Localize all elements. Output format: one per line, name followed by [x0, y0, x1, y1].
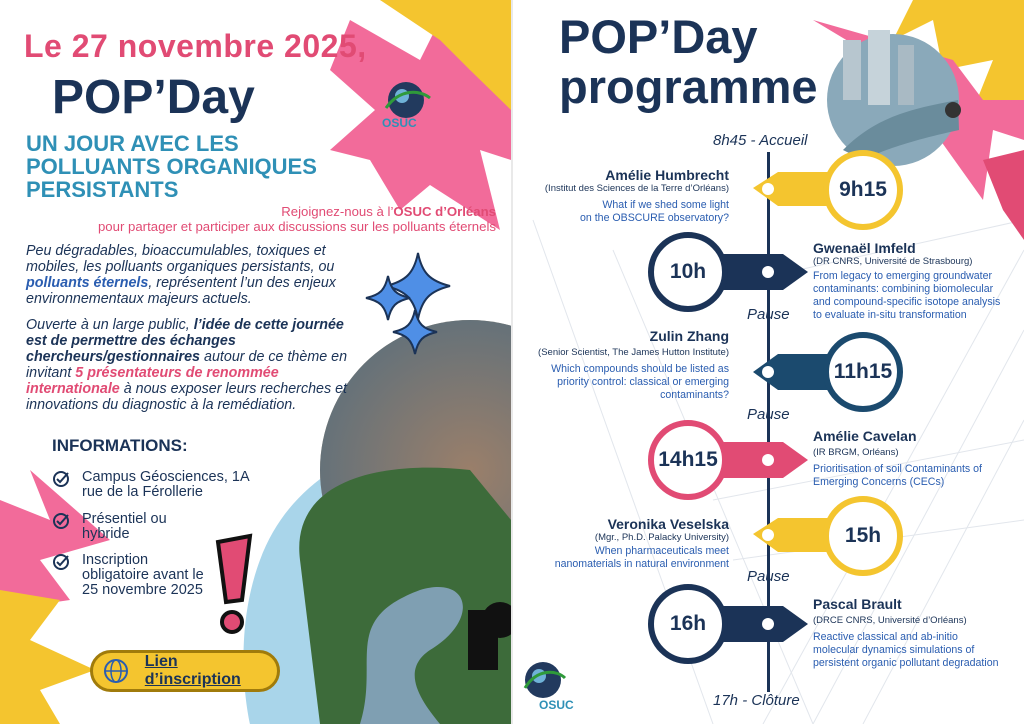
check-circle-icon [52, 553, 72, 573]
osuc-logo [380, 78, 436, 134]
program-title-line: POP’Day [559, 10, 758, 63]
talk-title-line: priority control: classical or emerging [557, 376, 729, 388]
purpose-paragraph [26, 317, 366, 413]
info-item-text: Présentiel ou hybride [82, 511, 167, 542]
talk-title [813, 631, 1023, 670]
para2-highlight: 5 présentateurs de renommée internationale [26, 365, 279, 397]
invite-line2: pour partager et participer aux discussions sur les polluants éternels [97, 219, 496, 234]
speaker-affiliation: (DRCE CNRS, Université d’Orléans) [813, 615, 967, 626]
speaker-name: Pascal Brault [813, 596, 902, 612]
session-speaker-block [813, 596, 1023, 670]
talk-title-line: molecular dynamics simulations of [813, 644, 975, 656]
speaker-affiliation: (Institut des Sciences de la Terre d’Orléans) [544, 183, 729, 194]
session-speaker-block [523, 167, 729, 225]
program-title-line: programme [559, 60, 818, 113]
program-title [559, 12, 818, 112]
invite-venue: OSUC d’Orléans [393, 204, 496, 219]
talk-title-line: Which compounds should be listed as [551, 363, 729, 375]
session-time: 11h15 [833, 360, 893, 383]
invite-prefix: Rejoignez-nous à l’ [281, 204, 394, 219]
para1-highlight: polluants éternels [26, 275, 149, 291]
check-circle-icon [52, 512, 72, 532]
talk-title-line: nanomaterials in natural environment [554, 558, 729, 570]
pause-label: Pause [747, 568, 790, 585]
subtitle-line: UN JOUR AVEC LES [26, 131, 239, 156]
talk-title-line: contaminants? [660, 389, 729, 401]
event-date: Le 27 novembre 2025, [24, 28, 367, 64]
session-time: 15h [844, 524, 882, 547]
info-item-text: Inscription obligatoire avant le 25 novembre 2025 [82, 552, 204, 598]
talk-title-line: From legacy to emerging groundwater [813, 270, 993, 282]
osuc-logo-text: OSUC [539, 698, 574, 712]
session-speaker-block [813, 240, 1023, 322]
talk-title [813, 463, 1023, 489]
check-circle-icon [52, 470, 72, 490]
exclamation-icon [208, 532, 258, 642]
talk-title [523, 199, 729, 225]
registration-link-label[interactable]: Lien d’inscription [144, 653, 241, 688]
speaker-affiliation: (Senior Scientist, The James Hutton Institute) [538, 347, 729, 358]
globe-icon [103, 658, 129, 684]
para2-strong: l’idée de cette journée est de permettre des échanges chercheurs/gestionnaires [26, 317, 344, 365]
event-title: POP’Day [52, 71, 255, 124]
invitation-text [10, 204, 496, 234]
talk-title-line: persistent organic pollutant degradation [813, 657, 999, 669]
session-time: 14h15 [658, 448, 718, 471]
talk-title-line: Prioritisation of soil Contaminants of [813, 463, 982, 475]
session-time: 9h15 [839, 178, 887, 201]
subtitle-line: POLLUANTS ORGANIQUES [26, 154, 317, 179]
talk-title-line: and compound-specific isotope analysis [813, 296, 1001, 308]
talk-title-line: Emerging Concerns (CECs) [813, 476, 945, 488]
session-speaker-block [813, 428, 1023, 489]
speaker-affiliation: (Mgr., Ph.D. Palacky University) [594, 532, 729, 543]
speaker-name: Amélie Cavelan [813, 428, 917, 444]
speaker-name: Zulin Zhang [649, 328, 729, 344]
pause-label: Pause [747, 406, 790, 423]
speaker-name: Amélie Humbrecht [605, 167, 729, 183]
talk-title-line: When pharmaceuticals meet [594, 545, 729, 557]
session-time: 16h [669, 612, 707, 635]
info-title: INFORMATIONS: [52, 436, 188, 455]
intro-paragraph [26, 243, 366, 307]
session-speaker-block [523, 516, 729, 571]
para2-text: Ouverte à un large public, [26, 317, 194, 333]
speaker-name: Veronika Veselska [607, 516, 729, 532]
registration-link-button[interactable] [90, 650, 280, 692]
osuc-logo-text: OSUC [382, 116, 417, 130]
talk-title [523, 545, 729, 571]
talk-title-line: on the OBSCURE observatory? [580, 212, 729, 224]
talk-title-line: What if we shed some light [602, 199, 729, 211]
speaker-affiliation: (DR CNRS, Université de Strasbourg) [813, 256, 973, 267]
info-item-text: Campus Géosciences, 1A rue de la Férollerie [82, 469, 249, 500]
para1-text-end: , représentent l’un des enjeux environnementaux majeurs actuels. [26, 275, 336, 307]
session-time: 10h [669, 260, 707, 283]
para2-text-end: à nous exposer leurs recherches et innovations du diagnostic à la remédiation. [26, 381, 348, 413]
talk-title-line: contaminants: combining biomolecular [813, 283, 994, 295]
session-speaker-block [523, 328, 729, 402]
talk-title [813, 270, 1023, 322]
talk-title-line: to evaluate in-situ transformation [813, 309, 967, 321]
pause-label: Pause [747, 306, 790, 323]
para1-text: Peu dégradables, bioaccumulables, toxiques et mobiles, les polluants organiques persistants, ou [26, 243, 335, 275]
talk-title-line: Reactive classical and ab-initio [813, 631, 958, 643]
flyer-page-right [513, 0, 1024, 724]
event-subtitle [26, 132, 406, 201]
flyer-page-left [0, 0, 511, 724]
para2-text-mid: autour de ce thème en invitant [26, 349, 348, 381]
speaker-affiliation: (IR BRGM, Orléans) [813, 447, 899, 458]
timeline-end: 17h - Clôture [713, 692, 800, 709]
talk-title [523, 363, 729, 402]
subtitle-line: PERSISTANTS [26, 177, 179, 202]
timeline-start: 8h45 - Accueil [713, 132, 808, 149]
sparkle-icon [360, 248, 470, 358]
speaker-name: Gwenaël Imfeld [813, 240, 916, 256]
